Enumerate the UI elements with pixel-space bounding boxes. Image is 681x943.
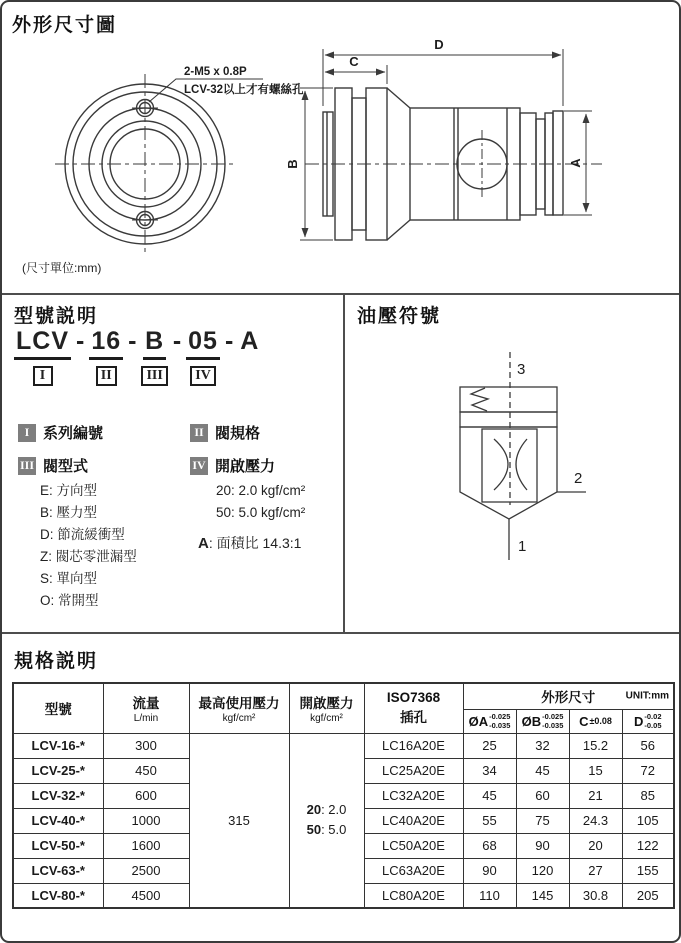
cell-dim-b: 32 xyxy=(516,733,569,758)
type-option: S: 單向型 xyxy=(40,571,98,586)
roman-box-4: IV xyxy=(190,366,216,386)
code-segment-ratio: A xyxy=(240,327,260,355)
col-header-dim-c: C ±0.08 xyxy=(569,709,622,733)
cell-dim-d: 205 xyxy=(622,883,674,908)
symbol-section-title: 油壓符號 xyxy=(357,306,442,327)
cell-dim-b: 75 xyxy=(516,808,569,833)
dimension-lines xyxy=(285,37,592,240)
cell-flow: 4500 xyxy=(103,883,189,908)
cell-dim-c: 30.8 xyxy=(569,883,622,908)
model-section-title: 型號説明 xyxy=(14,306,99,327)
roman-chip-2: II xyxy=(190,424,208,442)
cell-dim-a: 68 xyxy=(463,833,516,858)
legend-type: III 閥型式 xyxy=(19,458,89,475)
cell-model: LCV-25-* xyxy=(13,758,103,783)
cell-dim-d: 105 xyxy=(622,808,674,833)
table-row xyxy=(13,733,674,758)
unit-mm-label: UNIT:mm xyxy=(625,690,669,702)
side-view xyxy=(305,88,602,240)
unit-note: (尺寸單位:mm) xyxy=(22,261,102,275)
roman-chip-4: IV xyxy=(190,457,208,475)
cell-dim-b: 45 xyxy=(516,758,569,783)
col-header-cavity: ISO7368 插孔 xyxy=(364,683,463,733)
outline-drawing xyxy=(2,2,681,293)
area-ratio-note: A: 面積比 14.3:1 xyxy=(198,535,302,552)
roman-box-1: I xyxy=(33,366,53,386)
col-header-outline-dims: 外形尺寸 UNIT:mm xyxy=(463,683,674,709)
cell-cavity: LC80A20E xyxy=(364,883,463,908)
cell-model: LCV-40-* xyxy=(13,808,103,833)
cell-dim-b: 145 xyxy=(516,883,569,908)
dim-label-c: C xyxy=(349,54,359,69)
cell-cavity: LC16A20E xyxy=(364,733,463,758)
cell-dim-d: 122 xyxy=(622,833,674,858)
cell-dim-a: 25 xyxy=(463,733,516,758)
col-header-max-pressure: 最高使用壓力 kgf/cm² xyxy=(189,683,289,733)
code-segment-size: 16 II xyxy=(89,328,123,386)
cell-cavity: LC32A20E xyxy=(364,783,463,808)
cell-dim-d: 155 xyxy=(622,858,674,883)
roman-chip-3: III xyxy=(18,457,36,475)
col-header-flow: 流量 L/min xyxy=(103,683,189,733)
legend-pressure: IV 開啟壓力 xyxy=(190,455,275,476)
model-code: LCV I - 16 II - B III - 05 IV - A xyxy=(14,328,261,386)
dim-label-b: B xyxy=(285,159,300,169)
cell-flow: 1000 xyxy=(103,808,189,833)
cell-dim-c: 20 xyxy=(569,833,622,858)
spec-panel xyxy=(2,634,681,943)
cell-model: LCV-32-* xyxy=(13,783,103,808)
model-code-panel xyxy=(2,295,343,632)
open-pressure-options xyxy=(216,480,305,524)
port-label-3: 3 xyxy=(517,361,526,378)
type-option: O: 常開型 xyxy=(40,593,99,608)
cell-dim-a: 110 xyxy=(463,883,516,908)
cell-dim-c: 15 xyxy=(569,758,622,783)
type-option: Z: 閥芯零泄漏型 xyxy=(40,549,137,564)
port-label-1: 1 xyxy=(518,538,527,555)
cell-dim-a: 90 xyxy=(463,858,516,883)
col-header-open-pressure: 開啟壓力 kgf/cm² xyxy=(289,683,364,733)
cell-cavity: LC25A20E xyxy=(364,758,463,783)
cell-dim-b: 120 xyxy=(516,858,569,883)
hydraulic-symbol-drawing xyxy=(343,295,681,632)
cell-dim-a: 34 xyxy=(463,758,516,783)
type-option: B: 壓力型 xyxy=(40,505,98,520)
cell-flow: 450 xyxy=(103,758,189,783)
col-header-model: 型號 xyxy=(13,683,103,733)
port-label-2: 2 xyxy=(574,470,583,487)
col-header-dim-d: D -0.02 -0.05 xyxy=(622,709,674,733)
cell-cavity: LC50A20E xyxy=(364,833,463,858)
code-segment-series: LCV I xyxy=(14,328,71,386)
roman-chip-1: I xyxy=(18,424,36,442)
cell-model: LCV-16-* xyxy=(13,733,103,758)
roman-box-2: II xyxy=(96,366,117,386)
pressure-option: 50: 5.0 kgf/cm² xyxy=(216,505,306,520)
code-segment-type: B III xyxy=(141,328,167,386)
cell-cavity: LC63A20E xyxy=(364,858,463,883)
cell-flow: 1600 xyxy=(103,833,189,858)
hydraulic-symbol-panel xyxy=(343,295,681,632)
cell-model: LCV-50-* xyxy=(13,833,103,858)
spec-section-title: 規格説明 xyxy=(14,651,99,672)
cell-dim-b: 90 xyxy=(516,833,569,858)
cell-dim-c: 24.3 xyxy=(569,808,622,833)
thread-note-line1: 2-M5 x 0.8P xyxy=(184,66,247,78)
code-segment-pressure: 05 IV xyxy=(186,328,220,386)
spec-table xyxy=(12,682,675,909)
cell-flow: 300 xyxy=(103,733,189,758)
thread-note-line2: LCV-32以上才有螺絲孔 xyxy=(184,84,304,96)
cell-dim-c: 15.2 xyxy=(569,733,622,758)
cell-model: LCV-63-* xyxy=(13,858,103,883)
cell-cavity: LC40A20E xyxy=(364,808,463,833)
legend-series: I 系列編號 xyxy=(18,422,103,443)
cell-dim-a: 55 xyxy=(463,808,516,833)
cell-dim-c: 27 xyxy=(569,858,622,883)
cell-dim-d: 72 xyxy=(622,758,674,783)
legend-size: II 閥規格 xyxy=(190,422,260,443)
cell-dim-c: 21 xyxy=(569,783,622,808)
pressure-option: 20: 2.0 kgf/cm² xyxy=(216,483,306,498)
cell-flow: 600 xyxy=(103,783,189,808)
outline-section-title: 外形尺寸圖 xyxy=(12,15,118,36)
cell-flow: 2500 xyxy=(103,858,189,883)
cell-dim-d: 85 xyxy=(622,783,674,808)
front-view xyxy=(55,66,304,254)
cell-dim-b: 60 xyxy=(516,783,569,808)
col-header-dim-a: ØA -0.025 -0.035 xyxy=(463,709,516,733)
dim-label-d: D xyxy=(434,37,444,52)
valve-type-options xyxy=(40,480,137,612)
cell-dim-d: 56 xyxy=(622,733,674,758)
type-option: D: 節流緩衝型 xyxy=(40,527,125,542)
cell-model: LCV-80-* xyxy=(13,883,103,908)
cell-open-pressure: 20: 2.0 50: 5.0 xyxy=(289,733,364,908)
type-option: E: 方向型 xyxy=(40,483,98,498)
col-header-dim-b: ØB -0.025 -0.035 xyxy=(516,709,569,733)
cell-max-pressure: 315 xyxy=(189,733,289,908)
roman-box-3: III xyxy=(141,366,167,386)
dim-label-a: A xyxy=(568,158,583,168)
cell-dim-a: 45 xyxy=(463,783,516,808)
